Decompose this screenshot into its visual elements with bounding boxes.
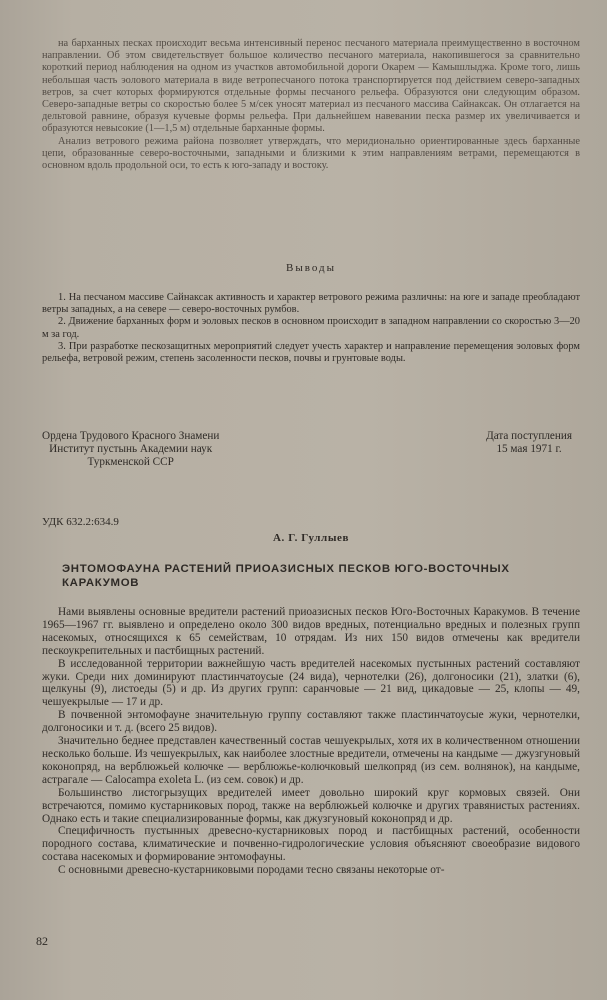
conclusion-item-2: 2. Движение барханных форм и эоловых песков в основном происходит в западном направлении со скоростью 3—20 м за год. [42, 316, 580, 340]
page-number: 82 [36, 934, 48, 948]
conclusions-list [42, 292, 580, 365]
institution [42, 430, 219, 469]
affiliation [42, 430, 580, 469]
institution-line-2: Институт пустынь Академии наук [49, 443, 213, 455]
author-line [42, 532, 580, 544]
top-paragraph-1: на барханных песках происходит весьма интенсивный перенос песчаного материала преимущественно в восточном направлении. Об этом свидетельствует большое количество песчаного материала, накопившегося за сравнительно короткий период наблюдения на одном из участков автомобильной дороги Окарем — Камышлыджа. Кроме того, лишь небольшая часть эолового материала в виде ветропесчаного потока транспортируется под действием северо-западных ветров, за счет которых формируются отдельные формы песчаного рельефа. Образуются они следующим образом. Северо-западные ветры со скоростью более 5 м/сек уносят материал из песчаного массива Сайнаксак. Он отлагается на дельтовой равнине, образуя кучевые формы рельефа. При дальнейшем навевании песка размер их увеличивается и образуются невысокие (1—1,5 м) отдельные барханные формы. [42, 38, 580, 135]
received-date [486, 430, 580, 469]
article-paragraph-3: В почвенной энтомофауне значительную группу составляют также пластинчатоусые жуки, чернотелки, долгоносики и т. д. (всего 25 видов). [42, 709, 580, 735]
received-label: Дата поступления [486, 430, 572, 442]
article-paragraph-2: В исследованной территории важнейшую часть вредителей насекомых пустынных растений составляют жуки. Среди них доминируют пластинчатоусые (24 вида), чернотелки (26), долгоносики (21), златки (6), щелкуны (9), листоеды (5) и др. Из других групп: саранчовые — 21 вид, цикадовые — 25, клопы — 49, чешуекрылые — 17 и др. [42, 657, 580, 709]
article-paragraph-6: Специфичность пустынных древесно-кустарниковых пород и пастбищных растений, особенности породного состава, климатические и почвенно-гидрологические условия объясняют своеобразие видового состава насекомых и формирование энтомофауны. [42, 825, 580, 864]
conclusion-item-1: 1. На песчаном массиве Сайнаксак активность и характер ветрового режима различны: на юге и западе преобладают ветры западных, а на севере — северо-восточных румбов. [42, 292, 580, 316]
article-paragraph-5: Большинство листогрызущих вредителей имеет довольно широкий круг кормовых связей. Они встречаются, помимо кустарниковых пород, также на верблюжьей колючке и других травянистых растениях. Однако есть и такие специализированные формы, как джузгуновый коконопряд и др. [42, 786, 580, 825]
article-title-block [62, 562, 562, 590]
article-title: ЭНТОМОФАУНА РАСТЕНИЙ ПРИОАЗИСНЫХ ПЕСКОВ ЮГО-ВОСТОЧНЫХ КАРАКУМОВ [62, 563, 510, 589]
top-paragraph-2: Анализ ветрового режима района позволяет утверждать, что меридионально ориентированные здесь барханные цепи, образованные северо-восточными, западными и близкими к этим направлениям ветрами, перемещаются в основном вдоль продольной оси, то есть к юго-западу и востоку. [42, 135, 580, 172]
article-body [42, 606, 580, 877]
author-name: А. Г. Гуллыев [272, 532, 350, 544]
conclusion-item-3: 3. При разработке пескозащитных мероприятий следует учесть характер и направление перемещения эоловых форм рельефа, ветровой режим, степень засоленности песков, почвы и грунтовые воды. [42, 340, 580, 365]
udk-line [42, 516, 580, 528]
article-paragraph-4: Значительно беднее представлен качественный состав чешуекрылых, хотя их в количественном отношении несколько больше. Из чешуекрылых, как наиболее злостные вредители, отмечены на кандыме — джузгуновый коконопряд, на верблюжьей колючке — верблюжье-колючковый шелкопряд (из сем. волнянок), на кандыме, астрагале — Calocampa exoleta L. (из сем. совок) и др. [42, 735, 580, 786]
conclusions-title: Выводы [285, 262, 337, 274]
article-paragraph-1: Нами выявлены основные вредители растений приоазисных песков Юго-Восточных Каракумов. В течение 1965—1967 гг. выявлено и определено около 300 видов вредных, потенциально вредных и полезных групп насекомых, относящихся к 65 семействам, 10 отрядам. Из них 150 видов отмечены как вредители пескоукрепительных и пастбищных растений. [42, 606, 580, 657]
received-value: 15 мая 1971 г. [496, 443, 562, 455]
article-paragraph-7: С основными древесно-кустарниковыми породами тесно связаны некоторые от- [58, 864, 445, 877]
udk-code: УДК 632.2:634.9 [42, 516, 119, 528]
institution-line-1: Ордена Трудового Красного Знамени [42, 430, 220, 442]
top-section [42, 38, 580, 172]
conclusions-section [42, 262, 580, 274]
institution-line-3: Туркменской ССР [87, 456, 174, 468]
